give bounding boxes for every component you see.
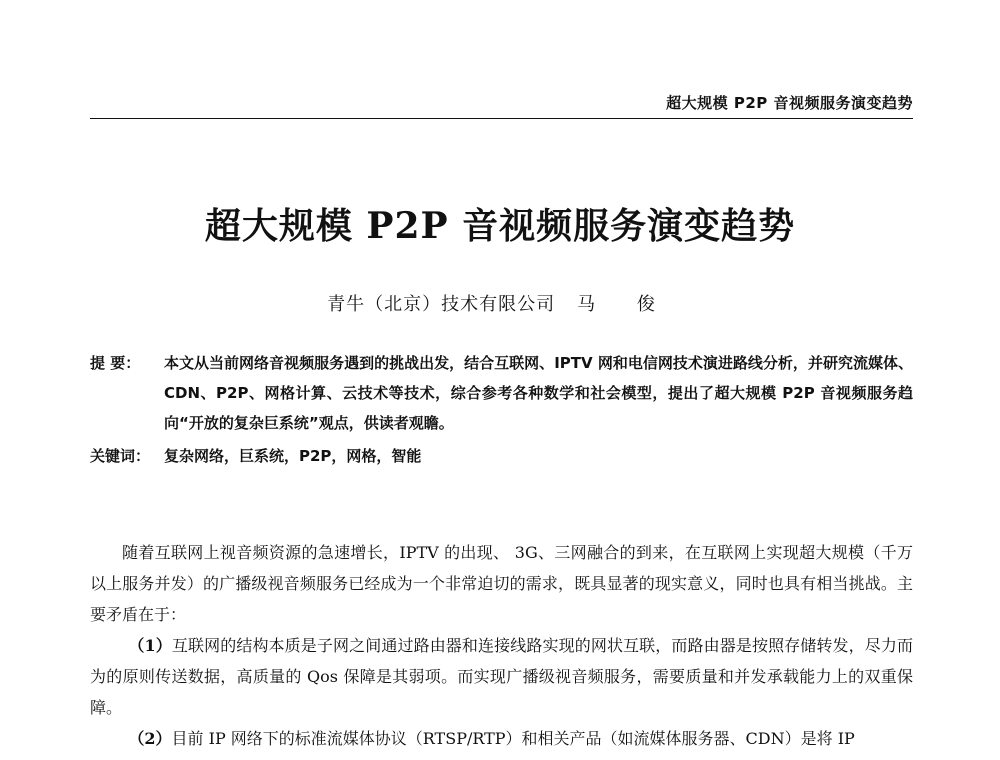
abstract-text: 本文从当前网络音视频服务遇到的挑战出发，结合互联网、IPTV 网和电信网技术演进路线分析，并研究流媒体、CDN、P2P、网格计算、云技术等技术，综合参考各种数学和社会模型，提出了超大规模 P2P 音视频服务趋向“开放的复杂巨系统”观点，供读者观瞻。 bbox=[164, 354, 913, 432]
keywords bbox=[90, 441, 913, 471]
header-rule bbox=[90, 118, 913, 119]
list-item-1 bbox=[90, 630, 913, 723]
list-item-2-number: （2） bbox=[128, 729, 172, 748]
abstract-label: 提 要： bbox=[90, 354, 141, 372]
paper-title: 超大规模 P2P 音视频服务演变趋势 bbox=[204, 205, 796, 247]
intro-paragraph: 随着互联网上视音频资源的急速增长，IPTV 的出现、 3G、三网融合的到来，在互联网上实现超大规模（千万以上服务并发）的广播级视音频服务已经成为一个非常迫切的需求，既具显著的现实意义，同时也具有相当挑战。主要矛盾在于： bbox=[90, 543, 913, 624]
keywords-label: 关键词： bbox=[90, 447, 151, 465]
abstract bbox=[90, 348, 913, 438]
byline bbox=[0, 290, 1000, 316]
author-name: 马 俊 bbox=[577, 294, 673, 315]
list-item-1-text: 互联网的结构本质是子网之间通过路由器和连接线路实现的网状互联，而路由器是按照存储转发，尽力而为的原则传送数据，高质量的 Qos 保障是其弱项。而实现广播级视音频服务，需要质量和并发承载能力上的双重保障。 bbox=[90, 636, 913, 717]
list-item-2 bbox=[90, 723, 913, 754]
keywords-text: 复杂网络，巨系统，P2P，网格，智能 bbox=[164, 447, 422, 465]
body-text bbox=[90, 537, 913, 754]
author-organization: 青牛（北京）技术有限公司 bbox=[327, 294, 556, 315]
list-item-2-text: 目前 IP 网络下的标准流媒体协议（RTSP/RTP）和相关产品（如流媒体服务器、CDN）是将 IP bbox=[171, 729, 855, 748]
list-item-1-number: （1） bbox=[128, 636, 172, 655]
running-head: 超大规模 P2P 音视频服务演变趋势 bbox=[666, 94, 913, 112]
